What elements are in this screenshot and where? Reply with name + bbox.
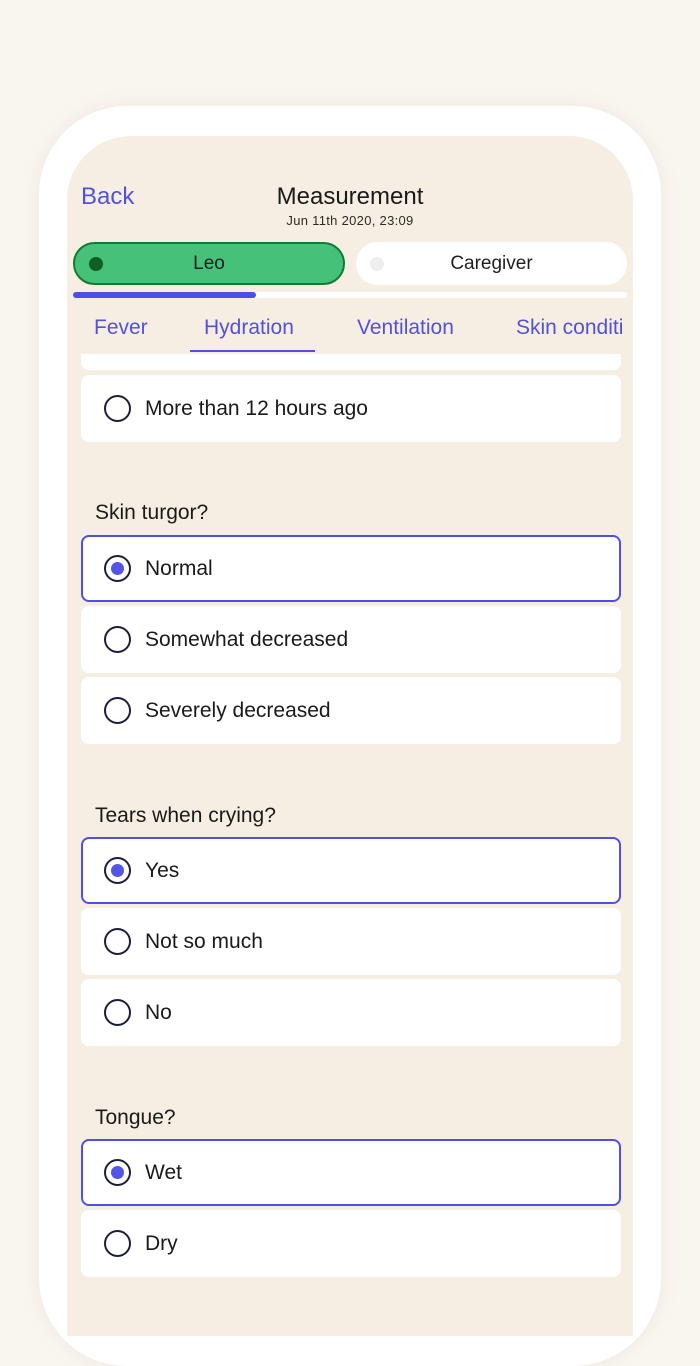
radio-unselected-icon xyxy=(104,626,131,653)
option-severely-decreased[interactable] xyxy=(81,677,621,744)
category-tabs xyxy=(67,302,633,354)
option-label: More than 12 hours ago xyxy=(145,396,368,420)
tab-fever[interactable]: Fever xyxy=(94,316,148,339)
inactive-dot-icon xyxy=(370,257,384,271)
option-label: Severely decreased xyxy=(145,698,331,722)
option-somewhat-decreased[interactable] xyxy=(81,606,621,673)
tab-skin-condition[interactable]: Skin conditi xyxy=(516,316,624,339)
radio-unselected-icon xyxy=(104,697,131,724)
active-dot-icon xyxy=(89,257,103,271)
radio-selected-icon xyxy=(104,555,131,582)
option-label: Somewhat decreased xyxy=(145,627,349,651)
tab-hydration[interactable]: Hydration xyxy=(204,316,294,339)
option-more-than-12-hours[interactable] xyxy=(81,375,621,442)
profile-label-caregiver: Caregiver xyxy=(450,252,533,274)
option-label: No xyxy=(145,1000,172,1024)
question-tears-when-crying: Tears when crying? xyxy=(95,804,276,827)
profile-pill-leo[interactable] xyxy=(73,242,345,285)
profile-pill-caregiver[interactable] xyxy=(356,242,627,285)
option-yes[interactable] xyxy=(81,837,621,904)
option-not-so-much[interactable] xyxy=(81,908,621,975)
option-dry[interactable] xyxy=(81,1210,621,1277)
radio-selected-icon xyxy=(104,1159,131,1186)
back-button[interactable]: Back xyxy=(81,183,135,210)
tab-ventilation[interactable]: Ventilation xyxy=(357,316,454,339)
option-label: Wet xyxy=(145,1160,182,1184)
radio-unselected-icon xyxy=(104,1230,131,1257)
active-tab-indicator xyxy=(190,350,315,352)
option-no[interactable] xyxy=(81,979,621,1046)
option-card-partial xyxy=(81,354,621,370)
option-label: Not so much xyxy=(145,929,263,953)
progress-bar xyxy=(73,292,627,298)
option-label: Normal xyxy=(145,556,213,580)
radio-selected-icon xyxy=(104,857,131,884)
option-label: Dry xyxy=(145,1231,178,1255)
radio-unselected-icon xyxy=(104,999,131,1026)
progress-bar-fill xyxy=(73,292,256,298)
question-tongue: Tongue? xyxy=(95,1106,176,1129)
page-title: Measurement xyxy=(276,183,424,210)
app-screen xyxy=(67,136,633,1336)
measurement-timestamp: Jun 11th 2020, 23:09 xyxy=(286,213,414,228)
profile-label-leo: Leo xyxy=(193,252,225,274)
option-label: Yes xyxy=(145,858,180,882)
radio-unselected-icon xyxy=(104,395,131,422)
question-skin-turgor: Skin turgor? xyxy=(95,501,209,524)
radio-unselected-icon xyxy=(104,928,131,955)
option-normal[interactable] xyxy=(81,535,621,602)
option-wet[interactable] xyxy=(81,1139,621,1206)
